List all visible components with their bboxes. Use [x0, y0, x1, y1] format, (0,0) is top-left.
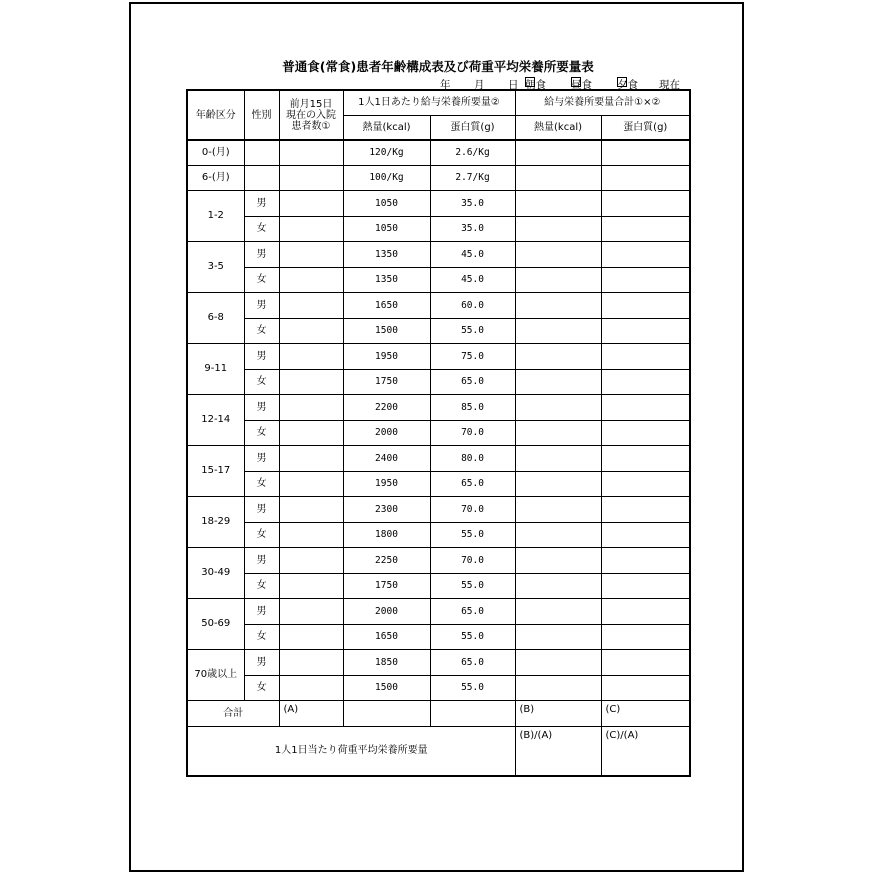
day-label: 日: [508, 79, 519, 91]
energy-cell: 2400: [343, 445, 430, 471]
protein-cell: 65.0: [430, 369, 515, 394]
protein-cell: 45.0: [430, 241, 515, 267]
protein-total-input[interactable]: [601, 369, 690, 394]
total-a-cell[interactable]: [279, 700, 343, 726]
header-per-person: 1人1日あたり給与栄養所要量②: [343, 90, 515, 115]
table-row: [187, 190, 690, 216]
energy-total-input[interactable]: [515, 649, 601, 675]
energy-total-input[interactable]: [515, 522, 601, 547]
inpatients-input[interactable]: [279, 318, 343, 343]
sex-male-cell: 男: [244, 292, 279, 318]
energy-cell: 2200: [343, 394, 430, 420]
energy-cell: 1950: [343, 471, 430, 496]
energy-total-input[interactable]: [515, 165, 601, 190]
energy-total-input[interactable]: [515, 547, 601, 573]
protein-cell: 55.0: [430, 573, 515, 598]
protein-cell: 60.0: [430, 292, 515, 318]
header-energy-total: 熱量(kcal): [515, 115, 601, 140]
sex-female-cell: 女: [244, 369, 279, 394]
protein-total-input[interactable]: [601, 216, 690, 241]
header-total: 給与栄養所要量合計①×②: [515, 90, 690, 115]
sex-male-cell: 男: [244, 598, 279, 624]
protein-total-input[interactable]: [601, 318, 690, 343]
table-row: [187, 394, 690, 420]
table-row: [187, 140, 690, 165]
table-row: [187, 573, 690, 598]
table-row: [187, 675, 690, 700]
header-protein-total: 蛋白質(g): [601, 115, 690, 140]
protein-cell: 55.0: [430, 675, 515, 700]
table-row: [187, 369, 690, 394]
total-energy-blank: [343, 700, 430, 726]
energy-cell: 120/Kg: [343, 140, 430, 165]
energy-total-input[interactable]: [515, 318, 601, 343]
header-sex: 性別: [244, 90, 279, 140]
sex-female-cell: 女: [244, 216, 279, 241]
header-age-group: 年齢区分: [187, 90, 244, 140]
protein-total-input[interactable]: [601, 624, 690, 649]
protein-total-input[interactable]: [601, 598, 690, 624]
sex-female-cell: 女: [244, 675, 279, 700]
inpatients-input[interactable]: [279, 547, 343, 573]
protein-cell: 65.0: [430, 471, 515, 496]
protein-cell: 2.7/Kg: [430, 165, 515, 190]
inpatients-input[interactable]: [279, 165, 343, 190]
header-energy: 熱量(kcal): [343, 115, 430, 140]
total-a-label: (A): [283, 703, 299, 715]
table-row: [187, 496, 690, 522]
sex-female-cell: 女: [244, 420, 279, 445]
header-protein: 蛋白質(g): [430, 115, 515, 140]
table-row: [187, 318, 690, 343]
protein-total-input[interactable]: [601, 522, 690, 547]
energy-cell: 1050: [343, 190, 430, 216]
age-cell: 0-(月): [187, 140, 244, 165]
age-group-cell: 50-69: [187, 598, 244, 649]
protein-cell: 75.0: [430, 343, 515, 369]
table-row: [187, 241, 690, 267]
energy-cell: 2300: [343, 496, 430, 522]
energy-total-input[interactable]: [515, 190, 601, 216]
protein-total-input[interactable]: [601, 420, 690, 445]
energy-cell: 1750: [343, 369, 430, 394]
year-label: 年: [440, 79, 451, 91]
energy-cell: 1750: [343, 573, 430, 598]
sex-female-cell: 女: [244, 573, 279, 598]
inpatients-input[interactable]: [279, 496, 343, 522]
protein-total-input[interactable]: [601, 573, 690, 598]
energy-cell: 1650: [343, 624, 430, 649]
sex-female-cell: 女: [244, 318, 279, 343]
protein-cell: 65.0: [430, 649, 515, 675]
average-protein-cell[interactable]: [601, 726, 690, 776]
table-row: [187, 522, 690, 547]
energy-cell: 1350: [343, 267, 430, 292]
energy-total-input[interactable]: [515, 624, 601, 649]
header-inpatients-line3: 患者数①: [291, 121, 331, 132]
energy-cell: 1350: [343, 241, 430, 267]
inpatients-input[interactable]: [279, 216, 343, 241]
protein-total-input[interactable]: [601, 394, 690, 420]
age-group-cell: 18-29: [187, 496, 244, 547]
energy-total-input[interactable]: [515, 369, 601, 394]
inpatients-input[interactable]: [279, 241, 343, 267]
sex-cell: [244, 165, 279, 190]
sex-female-cell: 女: [244, 267, 279, 292]
total-b-label: (B): [519, 703, 535, 715]
total-c-cell[interactable]: [601, 700, 690, 726]
age-group-cell: 70歳以上: [187, 649, 244, 700]
sex-male-cell: 男: [244, 394, 279, 420]
protein-cell: 70.0: [430, 420, 515, 445]
form-title: 普通食(常食)患者年齢構成表及び荷重平均栄養所要量表: [282, 59, 594, 74]
protein-cell: 85.0: [430, 394, 515, 420]
protein-cell: 55.0: [430, 522, 515, 547]
energy-cell: 1950: [343, 343, 430, 369]
protein-cell: 55.0: [430, 624, 515, 649]
table-row: [187, 267, 690, 292]
current-label: 現在: [659, 79, 680, 91]
inpatients-input[interactable]: [279, 140, 343, 165]
inpatients-input[interactable]: [279, 369, 343, 394]
protein-total-input[interactable]: [601, 241, 690, 267]
age-group-cell: 30-49: [187, 547, 244, 598]
energy-cell: 1500: [343, 675, 430, 700]
c-over-a-label: (C)/(A): [605, 729, 639, 741]
protein-cell: 35.0: [430, 190, 515, 216]
table-row: [187, 445, 690, 471]
energy-cell: 1850: [343, 649, 430, 675]
header-inpatients-line1: 前月15日: [289, 99, 333, 110]
inpatients-input[interactable]: [279, 190, 343, 216]
inpatients-input[interactable]: [279, 343, 343, 369]
protein-cell: 65.0: [430, 598, 515, 624]
table-row: [187, 547, 690, 573]
energy-total-input[interactable]: [515, 496, 601, 522]
energy-total-input[interactable]: [515, 471, 601, 496]
total-b-cell[interactable]: [515, 700, 601, 726]
month-label: 月: [474, 79, 485, 91]
header-inpatients-line2: 現在の入院: [286, 110, 336, 121]
sex-male-cell: 男: [244, 241, 279, 267]
energy-cell: 100/Kg: [343, 165, 430, 190]
inpatients-input[interactable]: [279, 573, 343, 598]
inpatients-input[interactable]: [279, 292, 343, 318]
inpatients-input[interactable]: [279, 649, 343, 675]
table-row: [187, 649, 690, 675]
protein-total-input[interactable]: [601, 496, 690, 522]
nutrition-table: [186, 89, 691, 777]
energy-total-input[interactable]: [515, 445, 601, 471]
sex-male-cell: 男: [244, 343, 279, 369]
energy-cell: 1800: [343, 522, 430, 547]
protein-total-input[interactable]: [601, 292, 690, 318]
protein-total-input[interactable]: [601, 649, 690, 675]
age-group-cell: 6-8: [187, 292, 244, 343]
table-row: [187, 471, 690, 496]
total-protein-blank: [430, 700, 515, 726]
energy-cell: 1050: [343, 216, 430, 241]
age-group-cell: 9-11: [187, 343, 244, 394]
sex-male-cell: 男: [244, 445, 279, 471]
protein-cell: 80.0: [430, 445, 515, 471]
protein-total-input[interactable]: [601, 140, 690, 165]
b-over-a-label: (B)/(A): [519, 729, 553, 741]
age-group-cell: 3-5: [187, 241, 244, 292]
totals-row: [187, 700, 690, 726]
energy-total-input[interactable]: [515, 140, 601, 165]
energy-total-input[interactable]: [515, 267, 601, 292]
protein-cell: 70.0: [430, 547, 515, 573]
inpatients-input[interactable]: [279, 471, 343, 496]
energy-cell: 2000: [343, 420, 430, 445]
average-label: 1人1日当たり荷重平均栄養所要量: [187, 726, 515, 776]
energy-cell: 1650: [343, 292, 430, 318]
inpatients-input[interactable]: [279, 675, 343, 700]
protein-total-input[interactable]: [601, 471, 690, 496]
protein-cell: 35.0: [430, 216, 515, 241]
protein-total-input[interactable]: [601, 675, 690, 700]
average-energy-cell[interactable]: [515, 726, 601, 776]
inpatients-input[interactable]: [279, 394, 343, 420]
energy-total-input[interactable]: [515, 216, 601, 241]
sex-male-cell: 男: [244, 190, 279, 216]
protein-total-input[interactable]: [601, 445, 690, 471]
energy-total-input[interactable]: [515, 675, 601, 700]
average-row: [187, 726, 690, 776]
total-c-label: (C): [605, 703, 621, 715]
protein-cell: 2.6/Kg: [430, 140, 515, 165]
energy-cell: 1500: [343, 318, 430, 343]
protein-total-input[interactable]: [601, 343, 690, 369]
sex-male-cell: 男: [244, 496, 279, 522]
sex-female-cell: 女: [244, 522, 279, 547]
energy-cell: 2000: [343, 598, 430, 624]
table-row: [187, 420, 690, 445]
totals-label: 合計: [187, 700, 279, 726]
sex-female-cell: 女: [244, 624, 279, 649]
protein-total-input[interactable]: [601, 267, 690, 292]
header-inpatients: [279, 90, 343, 140]
energy-total-input[interactable]: [515, 241, 601, 267]
protein-cell: 55.0: [430, 318, 515, 343]
sex-cell: [244, 140, 279, 165]
energy-cell: 2250: [343, 547, 430, 573]
inpatients-input[interactable]: [279, 624, 343, 649]
age-group-cell: 12-14: [187, 394, 244, 445]
table-row: [187, 216, 690, 241]
protein-total-input[interactable]: [601, 190, 690, 216]
energy-total-input[interactable]: [515, 573, 601, 598]
protein-cell: 45.0: [430, 267, 515, 292]
sex-female-cell: 女: [244, 471, 279, 496]
inpatients-input[interactable]: [279, 267, 343, 292]
protein-total-input[interactable]: [601, 165, 690, 190]
age-cell: 6-(月): [187, 165, 244, 190]
table-row: [187, 292, 690, 318]
sex-male-cell: 男: [244, 547, 279, 573]
sex-male-cell: 男: [244, 649, 279, 675]
age-group-cell: 1-2: [187, 190, 244, 241]
inpatients-input[interactable]: [279, 522, 343, 547]
inpatients-input[interactable]: [279, 420, 343, 445]
table-row: [187, 343, 690, 369]
protein-cell: 70.0: [430, 496, 515, 522]
energy-total-input[interactable]: [515, 598, 601, 624]
age-group-cell: 15-17: [187, 445, 244, 496]
table-row: [187, 165, 690, 190]
protein-total-input[interactable]: [601, 547, 690, 573]
table-row: [187, 624, 690, 649]
inpatients-input[interactable]: [279, 445, 343, 471]
energy-total-input[interactable]: [515, 394, 601, 420]
inpatients-input[interactable]: [279, 598, 343, 624]
energy-total-input[interactable]: [515, 292, 601, 318]
energy-total-input[interactable]: [515, 420, 601, 445]
energy-total-input[interactable]: [515, 343, 601, 369]
table-row: [187, 598, 690, 624]
